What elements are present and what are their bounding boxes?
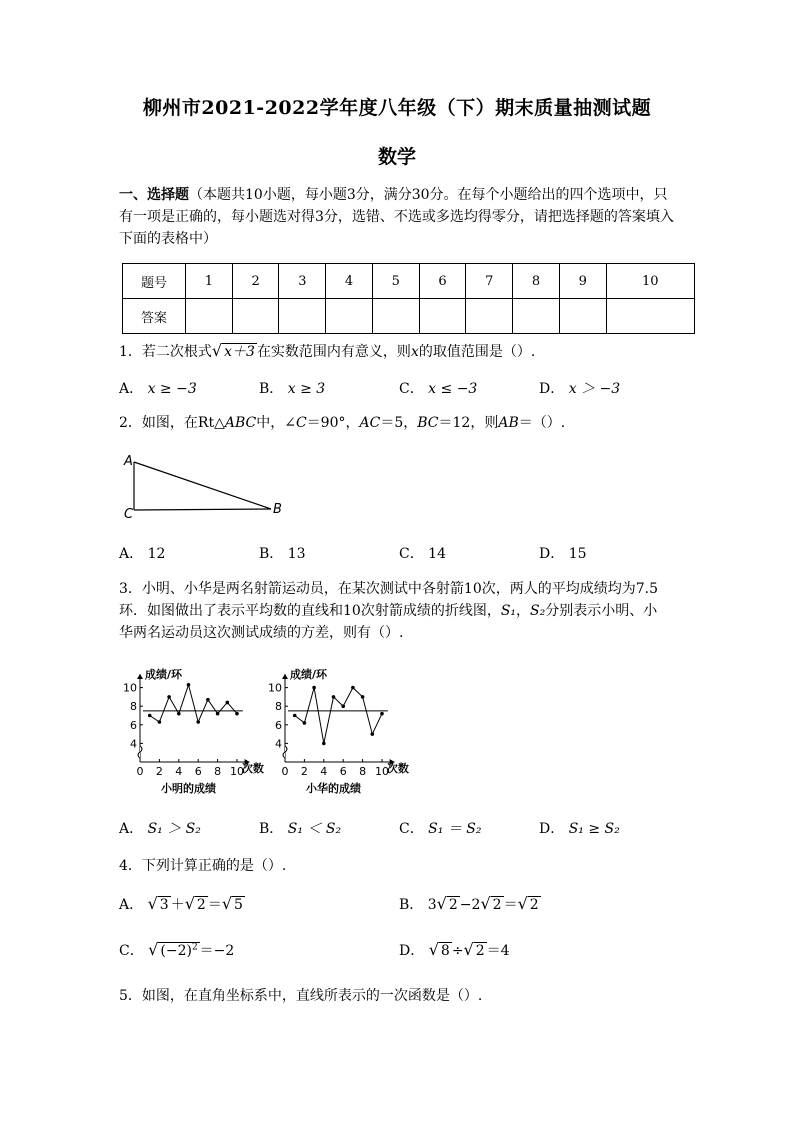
data-point (235, 712, 239, 716)
triangle-figure (115, 448, 295, 523)
data-point (216, 712, 220, 716)
y-tick-label: 6 (130, 718, 137, 732)
x-tick-label: 2 (300, 765, 308, 778)
q1-radicand: x＋3 (224, 344, 255, 360)
q4-option-b[interactable]: B． 3√ 2 −2√ 2 ＝√ 2 (399, 894, 539, 913)
data-point (303, 721, 307, 725)
data-point (361, 695, 365, 699)
answer-cell[interactable] (606, 299, 694, 334)
y-tick-label: 4 (130, 737, 137, 751)
data-point (167, 695, 171, 699)
data-point (312, 686, 316, 690)
y-tick-label: 4 (275, 737, 282, 751)
series-line (295, 688, 382, 744)
y-axis-label: 成绩/环 (145, 668, 183, 681)
table-header-cell: 题号 (123, 264, 186, 299)
y-tick-label: 10 (268, 681, 282, 695)
chart-xiaohua (265, 664, 415, 802)
data-point (293, 714, 297, 718)
q4-option-c[interactable]: C． √ $(-2)^2 =-2$ (119, 940, 235, 959)
vertex-label-b: B (273, 502, 282, 517)
answer-table (122, 263, 695, 334)
data-point (196, 720, 200, 724)
vertex-label-c: C (124, 507, 134, 522)
q1-option-d[interactable]: D． x ＞ −3 (539, 381, 621, 397)
answer-cell[interactable] (186, 299, 233, 334)
q4-option-a[interactable]: A． √ 3 ＋√ 2 ＝√ 5 (119, 894, 243, 913)
axis-break (283, 746, 287, 758)
data-point (341, 704, 345, 708)
chart-title: 小华的成绩 (306, 782, 361, 795)
data-point (206, 698, 210, 702)
instructions-line2: 有一项是正确的，每小题选对得3分，选错、不选或多选均得零分，请把选择题的答案填入 (119, 209, 674, 225)
x-tick-label: 2 (155, 765, 163, 778)
question-number-cell: 3 (279, 264, 326, 299)
x-tick-label: 8 (359, 765, 367, 778)
data-point (332, 695, 336, 699)
question-2-stem: 2．如图，在Rt△ABC中，∠C＝90°，AC＝5，BC＝12，则AB＝（）. (119, 415, 566, 431)
y-axis-label: 成绩/环 (290, 668, 328, 681)
section-heading: 一、选择题 (119, 187, 189, 203)
data-point (187, 683, 191, 687)
section-instructions (119, 184, 679, 250)
side-ab (134, 462, 271, 509)
question-5-stem: 5．如图，在直角坐标系中，直线所表示的一次函数是（）. (119, 988, 483, 1004)
instructions-line3: 下面的表格中） (119, 231, 217, 247)
data-point (371, 732, 375, 736)
q3-option-b[interactable]: B． S₁ ＜ S₂ (259, 821, 342, 837)
question-number-cell: 2 (232, 264, 279, 299)
series-line (150, 685, 237, 722)
x-tick-label: 0 (281, 765, 289, 778)
side-bc (134, 509, 271, 510)
q1-option-b[interactable]: B． x ≥ 3 (259, 381, 326, 397)
chart-title: 小明的成绩 (161, 782, 216, 795)
question-number-cell: 7 (466, 264, 513, 299)
data-point (351, 686, 355, 690)
page-title: 柳州市2021-2022学年度八年级（下）期末质量抽测试题 (142, 97, 652, 119)
x-tick-label: 4 (175, 765, 183, 778)
y-tick-label: 8 (275, 700, 282, 714)
x-tick-label: 10 (230, 765, 244, 778)
data-point (380, 712, 384, 716)
q2-option-c[interactable]: C． 14 (399, 546, 446, 562)
instructions-line1: （本题共10小题，每小题3分，满分30分。在每个小题给出的四个选项中，只 (189, 187, 668, 203)
question-number-cell: 1 (186, 264, 233, 299)
y-axis-arrow (282, 674, 288, 679)
answer-cell[interactable] (419, 299, 466, 334)
data-point (158, 720, 162, 724)
x-tick-label: 0 (136, 765, 144, 778)
q1-option-c[interactable]: C． x ≤ −3 (399, 381, 478, 397)
answer-cell[interactable] (326, 299, 373, 334)
vertex-label-a: A (124, 454, 133, 469)
question-number-cell: 9 (559, 264, 606, 299)
x-tick-label: 6 (194, 765, 202, 778)
answer-cell[interactable] (279, 299, 326, 334)
question-4-stem: 4．下列计算正确的是（）. (119, 858, 287, 874)
data-point (148, 714, 152, 718)
data-point (322, 742, 326, 746)
subject-title: 数学 (377, 146, 416, 168)
answer-cell[interactable] (232, 299, 279, 334)
table-row (123, 264, 695, 299)
answer-cell[interactable] (372, 299, 419, 334)
q2-option-d[interactable]: D． 15 (539, 546, 587, 562)
x-tick-label: 4 (320, 765, 328, 778)
question-1-stem: 1．若二次根式√ x＋3 在实数范围内有意义，则x的取值范围是（）. (119, 341, 536, 360)
question-number-cell: 6 (419, 264, 466, 299)
answer-cell[interactable] (513, 299, 560, 334)
y-tick-label: 6 (275, 718, 282, 732)
q4-option-d[interactable]: D． √ 8 ÷√ 2 ＝4 (399, 940, 510, 959)
q2-option-a[interactable]: A． 12 (119, 546, 166, 562)
q3-option-c[interactable]: C． S₁ ＝ S₂ (399, 821, 482, 837)
y-tick-label: 10 (123, 681, 137, 695)
question-number-cell: 10 (606, 264, 694, 299)
x-axis-label: 次数 (386, 762, 409, 775)
y-axis-arrow (137, 674, 143, 679)
q3-option-d[interactable]: D． S₁ ≥ S₂ (539, 821, 620, 837)
x-tick-label: 8 (214, 765, 222, 778)
answer-cell[interactable] (559, 299, 606, 334)
x-axis-label: 次数 (241, 762, 264, 775)
q2-option-b[interactable]: B． 13 (259, 546, 306, 562)
question-number-cell: 4 (326, 264, 373, 299)
table-header-cell: 答案 (123, 299, 186, 334)
data-point (177, 712, 181, 716)
q1-option-a[interactable]: A． x ≥ −3 (119, 381, 197, 397)
y-tick-label: 8 (130, 700, 137, 714)
question-3-stem: 3．小明、小华是两名射箭运动员，在某次测试中各射箭10次，两人的平均成绩均为7.5 环．如图做出了表示平均数的直线和10次射箭成绩的折线图，S₁，S₂分别表示小明、小 华两名运动员这次测试成绩的方差，则有（）. (119, 581, 658, 641)
chart-xiaoming (120, 664, 270, 802)
data-point (226, 701, 230, 705)
axis-break (138, 746, 142, 758)
table-row (123, 299, 695, 334)
x-tick-label: 10 (375, 765, 389, 778)
x-tick-label: 6 (339, 765, 347, 778)
q3-option-a[interactable]: A． S₁ ＞ S₂ (119, 821, 201, 837)
question-number-cell: 5 (372, 264, 419, 299)
answer-cell[interactable] (466, 299, 513, 334)
question-number-cell: 8 (513, 264, 560, 299)
